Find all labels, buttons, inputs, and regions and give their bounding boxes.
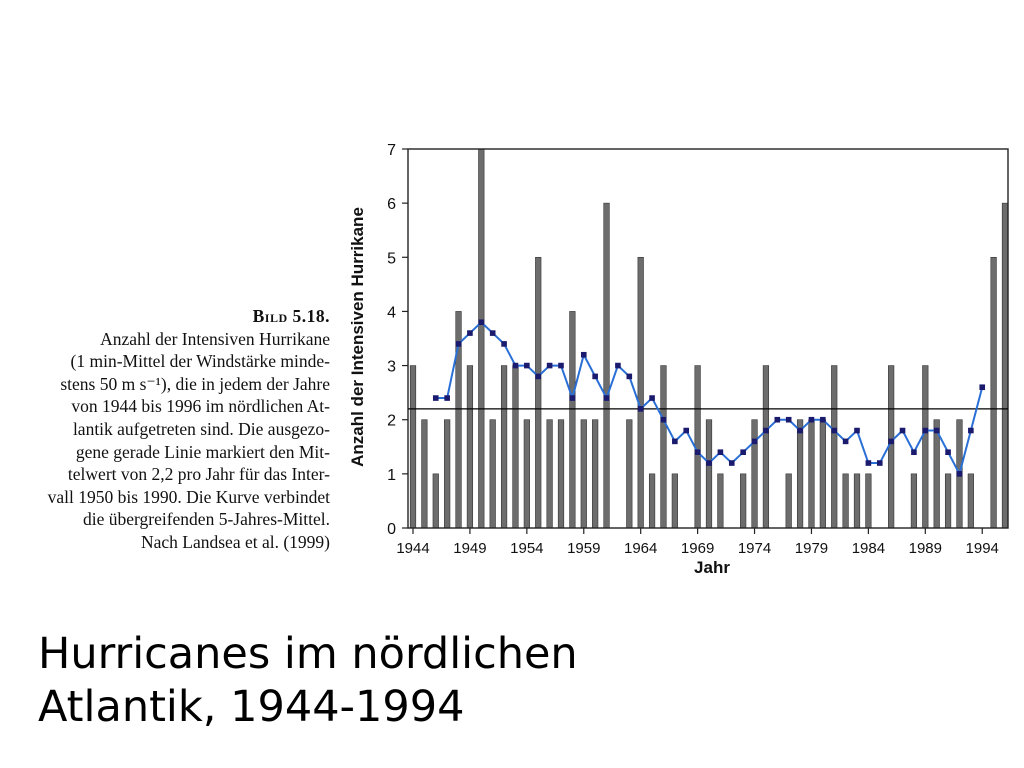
five-year-mean-point xyxy=(797,428,803,434)
bar-1954 xyxy=(524,420,530,528)
bar-1952 xyxy=(501,366,507,528)
five-year-mean-point xyxy=(866,460,872,466)
bar-1970 xyxy=(706,420,712,528)
five-year-mean-point xyxy=(604,395,610,401)
five-year-mean-point xyxy=(456,341,462,347)
bar-1977 xyxy=(786,474,792,528)
bar-1978 xyxy=(797,420,803,528)
bar-1964 xyxy=(638,257,644,528)
bar-1944 xyxy=(410,366,416,528)
bar-1974 xyxy=(752,420,758,528)
bar-1957 xyxy=(558,420,564,528)
five-year-mean-point xyxy=(661,417,667,423)
five-year-mean-point xyxy=(433,395,439,401)
y-tick-label: 0 xyxy=(387,521,396,538)
y-tick-label: 2 xyxy=(387,412,396,430)
five-year-mean-point xyxy=(558,363,564,369)
five-year-mean-point xyxy=(740,449,746,455)
five-year-mean-point xyxy=(535,374,541,380)
bar-1980 xyxy=(820,420,826,528)
bar-1953 xyxy=(513,366,519,528)
five-year-mean-point xyxy=(877,460,883,466)
bar-1989 xyxy=(923,366,929,528)
five-year-mean-point xyxy=(831,428,837,434)
five-year-mean-point xyxy=(695,449,701,455)
five-year-mean-point xyxy=(683,428,689,434)
five-year-mean-point xyxy=(444,395,450,401)
five-year-mean-point xyxy=(809,417,815,423)
five-year-mean-point xyxy=(547,363,553,369)
x-tick-label: 1959 xyxy=(567,540,601,557)
five-year-mean-point xyxy=(513,363,519,369)
five-year-mean-point xyxy=(957,471,963,477)
five-year-mean-point xyxy=(592,374,598,380)
bar-1967 xyxy=(672,474,678,528)
bar-1947 xyxy=(444,420,450,528)
caption-line: von 1944 bis 1996 im nördlichen At- xyxy=(71,396,330,417)
caption-line: Nach Landsea et al. (1999) xyxy=(140,531,330,552)
five-year-mean-point xyxy=(649,395,655,401)
five-year-mean-point xyxy=(752,439,758,445)
five-year-mean-point xyxy=(570,395,576,401)
bar-1946 xyxy=(433,474,439,528)
bar-1981 xyxy=(831,366,837,528)
bar-1984 xyxy=(866,474,872,528)
bar-1966 xyxy=(661,366,667,528)
bar-1960 xyxy=(592,420,598,528)
five-year-mean-point xyxy=(820,417,826,423)
five-year-mean-point xyxy=(729,460,735,466)
five-year-mean-point xyxy=(501,341,507,347)
five-year-mean-point xyxy=(627,374,633,380)
x-tick-label: 1954 xyxy=(510,540,544,557)
y-tick-label: 6 xyxy=(387,196,396,214)
bar-1979 xyxy=(809,420,815,528)
caption-line: (1 min-Mittel der Windstärke minde- xyxy=(70,351,330,372)
bars-layer xyxy=(410,149,1008,528)
five-year-mean-point xyxy=(934,428,940,434)
bar-1959 xyxy=(581,420,587,528)
caption-line: telwert von 2,2 pro Jahr für das Inter- xyxy=(67,464,330,485)
five-year-mean-point xyxy=(615,363,621,369)
five-year-mean-point xyxy=(479,319,485,325)
caption-line: lantik aufgetreten sind. Die ausgezo- xyxy=(72,418,330,439)
bar-1982 xyxy=(843,474,849,528)
five-year-mean-point xyxy=(786,417,792,423)
y-axis-label: Anzahl der Intensiven Hurrikane xyxy=(348,207,367,467)
caption-line: die übergreifenden 5-Jahres-Mittel. xyxy=(82,509,330,530)
x-tick-label: 1984 xyxy=(851,540,886,557)
bar-1971 xyxy=(718,474,724,528)
slide-title: Hurricanes im nördlichen Atlantik, 1944-1994 xyxy=(38,629,578,732)
five-year-mean-point xyxy=(888,439,894,445)
bar-1988 xyxy=(911,474,917,528)
bar-1961 xyxy=(604,203,610,528)
five-year-mean-point xyxy=(706,460,712,466)
five-year-mean-point xyxy=(763,428,769,434)
bar-1996 xyxy=(1002,203,1008,528)
x-tick-label: 1994 xyxy=(965,540,999,557)
bar-1955 xyxy=(535,257,541,528)
y-tick-label: 3 xyxy=(387,358,396,376)
five-year-mean-point xyxy=(854,428,860,434)
five-year-mean-point xyxy=(672,439,678,445)
bar-1963 xyxy=(627,420,633,528)
x-tick-label: 1944 xyxy=(396,540,430,557)
five-year-mean-point xyxy=(581,352,587,358)
caption-line: Anzahl der Intensiven Hurrikane xyxy=(100,328,330,349)
caption-title: Bild 5.18. xyxy=(252,306,330,326)
bar-1965 xyxy=(649,474,655,528)
x-tick-label: 1989 xyxy=(908,540,942,557)
five-year-mean-point xyxy=(979,384,985,390)
y-tick-label: 5 xyxy=(387,250,396,268)
y-tick-label: 4 xyxy=(387,304,396,322)
bar-1951 xyxy=(490,420,496,528)
y-tick-label: 7 xyxy=(387,142,396,159)
five-year-mean-point xyxy=(968,428,974,434)
bar-1995 xyxy=(991,257,997,528)
five-year-mean-point xyxy=(900,428,906,434)
bar-1975 xyxy=(763,366,769,528)
bar-1956 xyxy=(547,420,553,528)
x-tick-label: 1949 xyxy=(453,540,487,557)
five-year-mean-point xyxy=(911,449,917,455)
caption-line: gene gerade Linie markiert den Mit- xyxy=(75,441,330,462)
x-tick-label: 1964 xyxy=(624,540,658,557)
bar-1945 xyxy=(422,420,428,528)
five-year-mean-point xyxy=(775,417,781,423)
five-year-mean-point xyxy=(923,428,929,434)
bar-1958 xyxy=(570,311,576,528)
bar-1983 xyxy=(854,474,860,528)
bar-1991 xyxy=(945,474,951,528)
five-year-mean-point xyxy=(638,406,644,412)
bar-1949 xyxy=(467,366,473,528)
bar-1993 xyxy=(968,474,974,528)
x-axis-label: Jahr xyxy=(694,558,730,577)
five-year-mean-point xyxy=(524,363,530,369)
five-year-mean-point xyxy=(467,330,473,336)
bar-1973 xyxy=(740,474,746,528)
five-year-mean-point xyxy=(718,449,724,455)
bar-1950 xyxy=(479,149,485,528)
x-tick-label: 1979 xyxy=(794,540,829,557)
five-year-mean-point xyxy=(490,330,496,336)
caption-line: stens 50 m s⁻¹), die in jedem der Jahre xyxy=(60,373,330,394)
caption-line: vall 1950 bis 1990. Die Kurve verbindet xyxy=(47,486,330,507)
five-year-mean-point xyxy=(945,449,951,455)
y-tick-label: 1 xyxy=(387,466,396,484)
x-tick-label: 1974 xyxy=(737,540,772,557)
five-year-mean-point xyxy=(843,439,849,445)
x-tick-label: 1969 xyxy=(680,540,715,557)
